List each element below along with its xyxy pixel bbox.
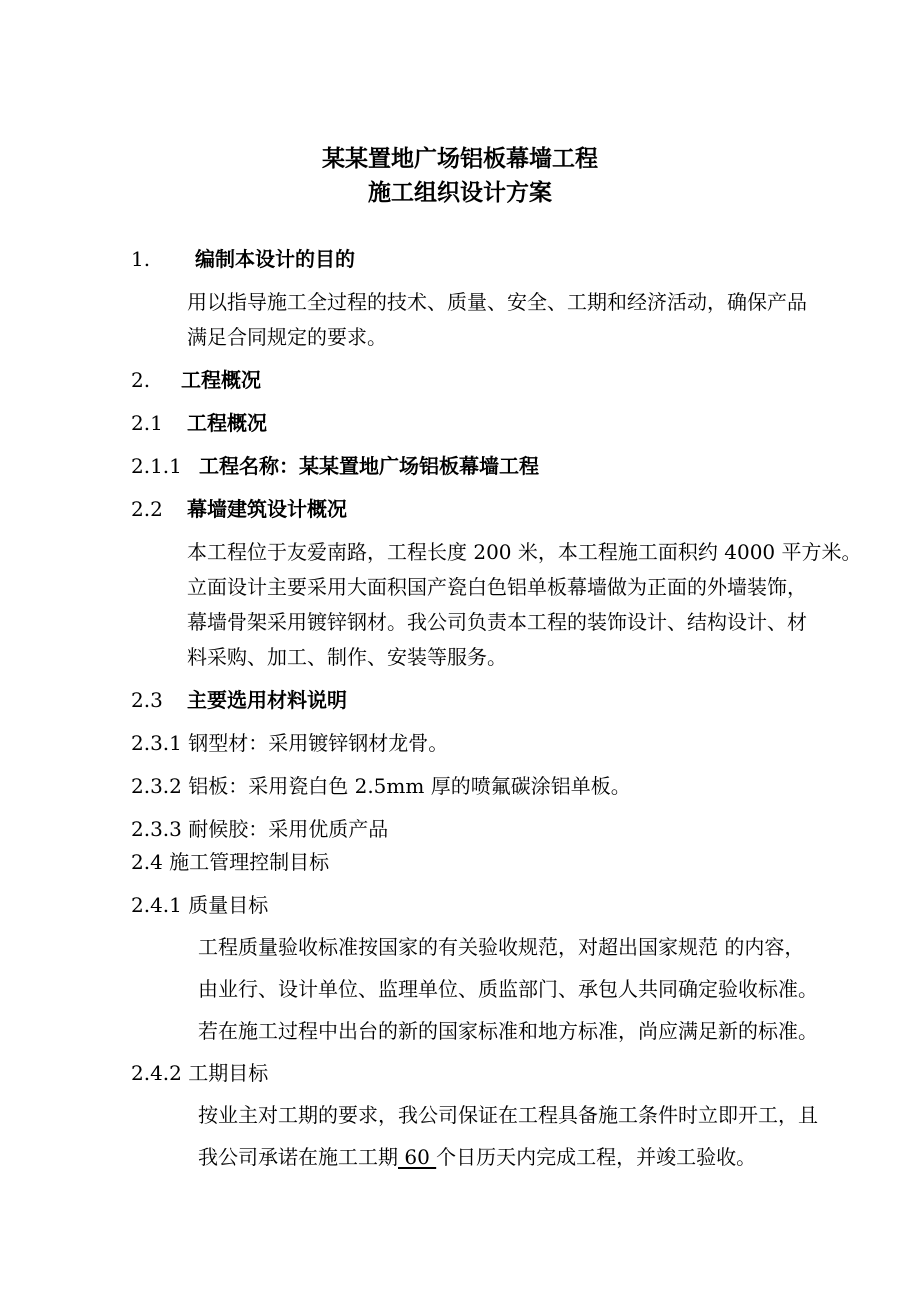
section-1-paragraph-line1: 用以指导施工全过程的技术、质量、安全、工期和经济活动，确保产品 xyxy=(187,290,807,314)
section-2-4-heading: 2.4 施工管理控制目标 xyxy=(131,850,330,874)
section-2-1-number: 2.1 xyxy=(131,411,163,435)
section-2-3-title: 主要选用材料说明 xyxy=(187,688,347,712)
section-2-1-heading xyxy=(131,406,267,440)
section-2-3-1-item: 2.3.1 钢型材：采用镀锌钢材龙骨。 xyxy=(131,731,449,755)
section-2-4-2-paragraph-line2 xyxy=(198,1140,756,1174)
section-2-2-paragraph-line2: 立面设计主要采用大面积国产瓷白色铝单板幕墙做为正面的外墙装饰， xyxy=(187,575,807,599)
section-2-4-1-paragraph-line3: 若在施工过程中出台的新的国家标准和地方标准，尚应满足新的标准。 xyxy=(198,1019,818,1043)
document-title-line2: 施工组织设计方案 xyxy=(368,180,552,206)
section-2-1-1-heading xyxy=(131,449,539,483)
section-2-3-number: 2.3 xyxy=(131,688,163,712)
section-2-3-heading xyxy=(131,683,347,717)
section-2-1-title: 工程概况 xyxy=(187,411,267,435)
section-2-4-1-paragraph-line2: 由业行、设计单位、监理单位、质监部门、承包人共同确定验收标准。 xyxy=(198,977,818,1001)
section-2-number: 2. xyxy=(131,368,151,392)
document-title-line1: 某某置地广场铝板幕墙工程 xyxy=(322,146,598,172)
section-1-heading xyxy=(131,242,355,276)
section-2-4-1-heading: 2.4.1 质量目标 xyxy=(131,893,269,917)
section-2-2-paragraph-line4: 料采购、加工、制作、安装等服务。 xyxy=(187,645,507,669)
section-2-3-3-item: 2.3.3 耐候胶：采用优质产品 xyxy=(131,817,389,841)
section-2-2-paragraph-line1: 本工程位于友爱南路，工程长度 200 米，本工程施工面积约 4000 平方米。 xyxy=(187,540,862,564)
section-1-title: 编制本设计的目的 xyxy=(195,247,355,271)
section-2-1-1-number: 2.1.1 xyxy=(131,454,182,478)
section-1-number: 1. xyxy=(131,247,151,271)
section-2-2-number: 2.2 xyxy=(131,497,163,521)
section-2-2-title: 幕墙建筑设计概况 xyxy=(187,497,347,521)
section-2-2-paragraph-line3: 幕墙骨架采用镀锌钢材。我公司负责本工程的装饰设计、结构设计、材 xyxy=(187,610,807,634)
section-2-4-2-paragraph-line1: 按业主对工期的要求，我公司保证在工程具备施工条件时立即开工，且 xyxy=(198,1103,818,1127)
section-2-heading xyxy=(131,363,261,397)
section-2-4-2-heading: 2.4.2 工期目标 xyxy=(131,1061,269,1085)
schedule-text-before: 我公司承诺在施工工期 xyxy=(198,1145,398,1169)
section-2-3-2-item: 2.3.2 铝板：采用瓷白色 2.5mm 厚的喷氟碳涂铝单板。 xyxy=(131,774,631,798)
section-1-paragraph-line2: 满足合同规定的要求。 xyxy=(187,325,387,349)
schedule-days-value: 60 xyxy=(398,1145,437,1169)
section-2-2-heading xyxy=(131,492,347,526)
section-2-title: 工程概况 xyxy=(181,368,261,392)
section-2-1-1-title: 工程名称：某某置地广场铝板幕墙工程 xyxy=(199,454,539,478)
schedule-text-after: 个日历天内完成工程，并竣工验收。 xyxy=(436,1145,757,1169)
section-2-4-1-paragraph-line1: 工程质量验收标准按国家的有关验收规范，对超出国家规范 的内容， xyxy=(198,935,805,959)
